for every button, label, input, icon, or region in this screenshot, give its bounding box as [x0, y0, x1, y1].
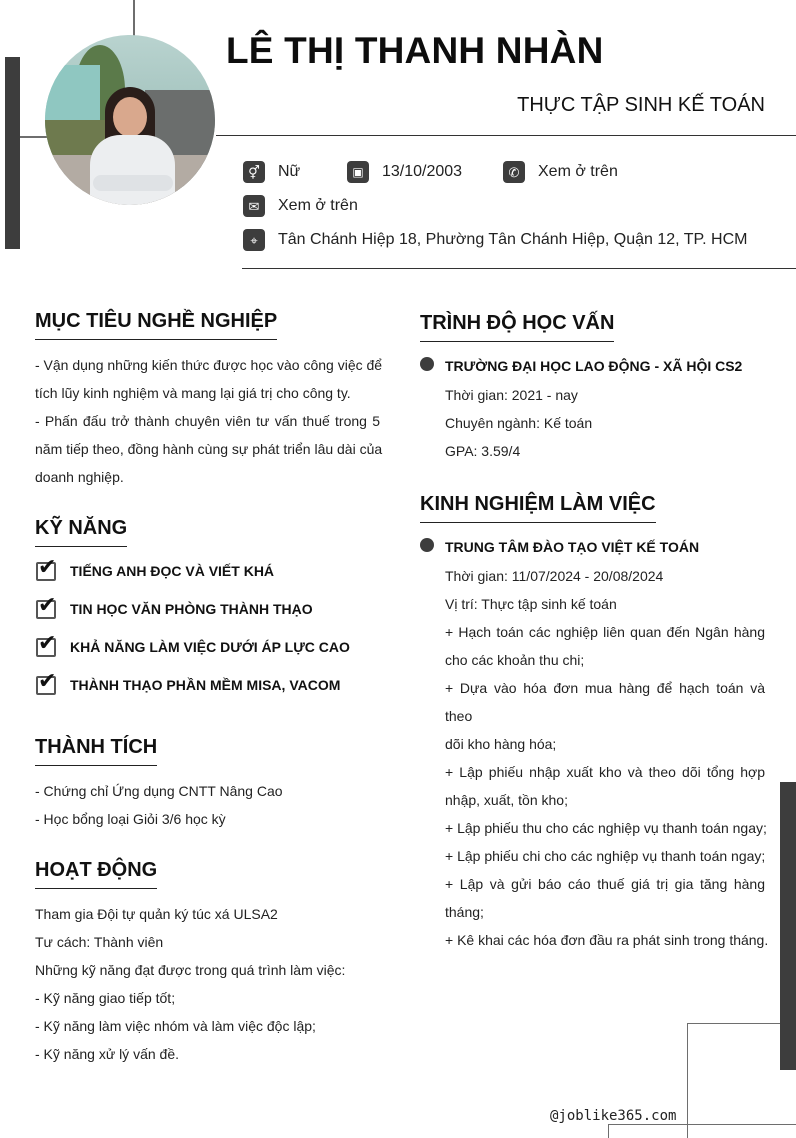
experience-line: + Dựa vào hóa đơn mua hàng để hạch toán và theo: [445, 680, 765, 724]
address-value: Tân Chánh Hiệp 18, Phường Tân Chánh Hiệp, Quận 12, TP. HCM: [278, 231, 748, 248]
skill-label: TIẾNG ANH ĐỌC VÀ VIẾT KHÁ: [70, 563, 275, 579]
experience-line: + Lập phiếu thu cho các nghiệp vụ thanh toán ngay;: [445, 820, 767, 836]
phone-value: Xem ở trên: [538, 163, 618, 180]
experience-line: Thời gian: 11/07/2024 - 20/08/2024: [445, 568, 664, 584]
activity-line: - Kỹ năng giao tiếp tốt;: [35, 990, 176, 1006]
profile-photo: [45, 35, 215, 205]
contact-address: [243, 229, 747, 251]
checkbox-icon: ✔: [38, 592, 57, 617]
experience-line: tháng;: [445, 904, 484, 920]
objective-line: tích lũy kinh nghiệm và mang lại giá trị cho công ty.: [35, 385, 351, 401]
section-title-education: TRÌNH ĐỘ HỌC VẤN: [420, 312, 614, 342]
checkbox-icon: ✔: [38, 554, 57, 579]
skill-item: [35, 592, 313, 620]
section-title-activities: HOẠT ĐỘNG: [35, 859, 157, 889]
school-name: TRƯỜNG ĐẠI HỌC LAO ĐỘNG - XÃ HỘI CS2: [445, 358, 743, 374]
header-divider: [216, 135, 796, 136]
achievements-text: [35, 777, 380, 833]
contact-gender: [243, 161, 300, 183]
experience-line: + Kê khai các hóa đơn đầu ra phát sinh trong tháng.: [445, 932, 769, 948]
job-title: THỰC TẬP SINH KẾ TOÁN: [517, 94, 765, 116]
section-title-experience: KINH NGHIỆM LÀM VIỆC: [420, 493, 656, 523]
section-title-objective: MỤC TIÊU NGHỀ NGHIỆP: [35, 310, 277, 340]
activity-line: - Kỹ năng xử lý vấn đề.: [35, 1046, 179, 1062]
objective-line: năm tiếp theo, đồng hành cùng sự phát triển lâu dài của: [35, 441, 383, 457]
decor-bar-left: [5, 57, 20, 249]
checkbox-icon: ✔: [38, 630, 57, 655]
experience-line: Vị trí: Thực tập sinh kế toán: [445, 596, 617, 612]
birthday-value: 13/10/2003: [382, 163, 463, 180]
skill-item: [35, 668, 341, 696]
contact-phone: [503, 161, 618, 183]
education-line: Chuyên ngành: Kế toán: [445, 415, 593, 431]
activity-line: Tham gia Đội tự quản ký túc xá ULSA2: [35, 906, 278, 922]
email-value: Xem ở trên: [278, 197, 358, 214]
objective-text: [35, 351, 383, 491]
decor-line-left-horizontal: [20, 136, 47, 138]
experience-line: cho các khoản thu chi;: [445, 652, 585, 668]
activity-line: Những kỹ năng đạt được trong quá trình làm việc:: [35, 962, 346, 978]
candidate-name: LÊ THỊ THANH NHÀN: [226, 30, 604, 71]
objective-line: - Phấn đấu trở thành chuyên viên tư vấn thuế trong 5: [35, 413, 380, 429]
experience-line: + Lập phiếu chi cho các nghiệp vụ thanh toán ngay;: [445, 848, 766, 864]
skill-item: [35, 554, 275, 582]
education-details: [445, 381, 765, 465]
decor-line-bottom-vertical-2: [608, 1124, 609, 1138]
contact-birthday: [347, 161, 462, 183]
activity-line: - Kỹ năng làm việc nhóm và làm việc độc lập;: [35, 1018, 316, 1034]
experience-line: + Lập và gửi báo cáo thuế giá trị gia tăng hàng: [445, 876, 765, 892]
watermark-text: @joblike365.com: [550, 1108, 677, 1124]
contact-email: [243, 195, 358, 217]
location-icon: ⌖: [243, 229, 265, 251]
decor-line-bottom-horizontal-1: [687, 1023, 780, 1024]
activities-text: [35, 900, 380, 1068]
skill-label: THÀNH THẠO PHẦN MỀM MISA, VACOM: [70, 677, 341, 693]
achievement-line: - Học bổng loại Giỏi 3/6 học kỳ: [35, 811, 226, 827]
bullet-icon: [420, 357, 434, 371]
experience-line: + Lập phiếu nhập xuất kho và theo dõi tổng hợp: [445, 764, 765, 780]
section-title-skills: KỸ NĂNG: [35, 517, 127, 547]
decor-line-bottom-vertical-1: [687, 1023, 688, 1138]
section-title-achievements: THÀNH TÍCH: [35, 736, 157, 766]
activity-line: Tư cách: Thành viên: [35, 934, 164, 950]
gender-value: Nữ: [278, 163, 301, 180]
decor-line-bottom-horizontal-2: [608, 1124, 796, 1125]
experience-line: dõi kho hàng hóa;: [445, 736, 557, 752]
gender-icon: ⚥: [243, 161, 265, 183]
skill-label: KHẢ NĂNG LÀM VIỆC DƯỚI ÁP LỰC CAO: [70, 639, 350, 655]
bullet-icon: [420, 538, 434, 552]
experience-details: [445, 562, 769, 954]
achievement-line: - Chứng chỉ Ứng dụng CNTT Nâng Cao: [35, 783, 283, 799]
company-name: TRUNG TÂM ĐÀO TẠO VIỆT KẾ TOÁN: [445, 539, 700, 555]
contact-divider: [242, 268, 796, 269]
checkbox-icon: ✔: [38, 668, 57, 693]
experience-line: + Hạch toán các nghiệp liên quan đến Ngân hàng: [445, 624, 765, 640]
calendar-icon: ▣: [347, 161, 369, 183]
experience-line: nhập, xuất, tồn kho;: [445, 792, 568, 808]
email-icon: ✉: [243, 195, 265, 217]
skill-label: TIN HỌC VĂN PHÒNG THÀNH THẠO: [70, 601, 313, 617]
decor-line-top-vertical: [133, 0, 135, 36]
skill-item: [35, 630, 350, 658]
phone-icon: ✆: [503, 161, 525, 183]
objective-line: - Vận dụng những kiến thức được học vào công việc để: [35, 357, 383, 373]
education-line: Thời gian: 2021 - nay: [445, 387, 578, 403]
decor-bar-right: [780, 782, 796, 1070]
objective-line: doanh nghiệp.: [35, 469, 124, 485]
education-line: GPA: 3.59/4: [445, 443, 521, 459]
